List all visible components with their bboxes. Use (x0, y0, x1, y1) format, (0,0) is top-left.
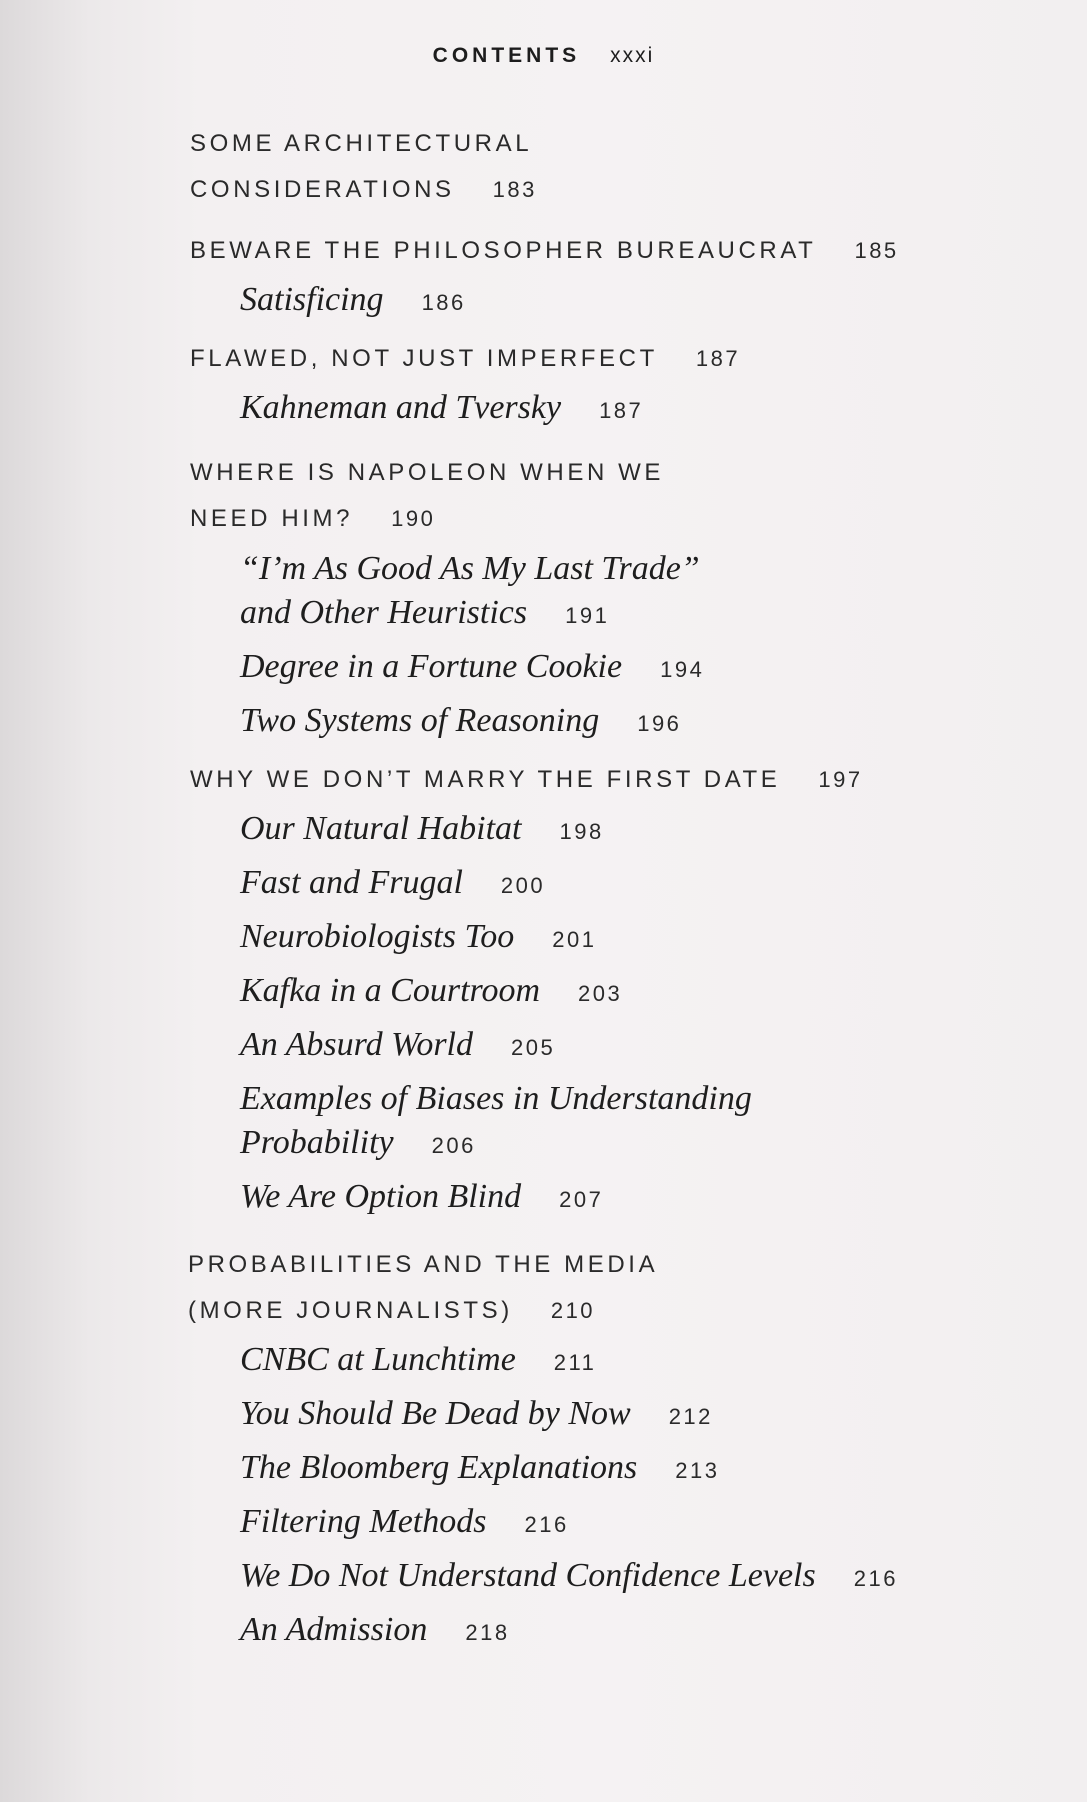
toc-entry-title: (MORE JOURNALISTS) (188, 1297, 513, 1324)
toc-subsection-entry (240, 648, 704, 686)
toc-page-number: 198 (559, 819, 604, 844)
toc-section-entry (190, 766, 863, 794)
toc-subsection-entry (240, 1557, 898, 1595)
toc-page-number: 197 (818, 767, 863, 792)
toc-subsection-entry (240, 1080, 752, 1118)
toc-section-entry (190, 459, 664, 487)
toc-entry-title: Examples of Biases in Understanding (240, 1080, 752, 1117)
toc-entry-title: PROBABILITIES AND THE MEDIA (188, 1251, 659, 1278)
toc-page-number: 201 (552, 927, 597, 952)
toc-page-number: 213 (675, 1458, 720, 1483)
toc-subsection-entry (240, 864, 545, 902)
toc-subsection-entry (240, 1124, 476, 1162)
toc-page-number: 210 (550, 1298, 596, 1323)
header-page-number: xxxi (610, 44, 655, 67)
toc-entry-title: We Are Option Blind (240, 1178, 522, 1215)
toc-entry-title: WHY WE DON’T MARRY THE FIRST DATE (190, 766, 781, 793)
toc-subsection-entry (240, 702, 681, 740)
toc-page-number: 194 (660, 657, 705, 682)
toc-section-entry (188, 1297, 595, 1325)
toc-entry-title: The Bloomberg Explanations (240, 1449, 638, 1486)
toc-subsection-entry (240, 918, 597, 956)
toc-subsection-entry (240, 1611, 510, 1649)
running-header (0, 44, 1087, 68)
toc-entry-title: Neurobiologists Too (240, 918, 515, 955)
toc-entry-title: Kahneman and Tversky (240, 389, 562, 426)
toc-entry-title: An Admission (240, 1611, 428, 1648)
toc-page-number: 185 (854, 238, 899, 263)
toc-entry-title: An Absurd World (240, 1026, 474, 1063)
toc-section-entry (190, 505, 435, 533)
toc-entry-title: We Do Not Understand Confidence Levels (240, 1557, 816, 1594)
toc-page-number: 187 (599, 398, 644, 423)
toc-page-number: 207 (559, 1187, 604, 1212)
toc-subsection-entry (240, 550, 700, 588)
toc-section-entry (190, 237, 899, 265)
toc-subsection-entry (240, 594, 609, 632)
toc-page-number: 216 (524, 1512, 569, 1537)
toc-subsection-entry (240, 810, 604, 848)
toc-subsection-entry (240, 1341, 596, 1379)
toc-page-number: 200 (500, 873, 546, 898)
toc-page-number: 196 (637, 711, 682, 736)
toc-section-entry (190, 130, 532, 158)
toc-page-number: 187 (695, 346, 741, 371)
toc-entry-title: Fast and Frugal (240, 864, 463, 901)
toc-entry-title: Filtering Methods (240, 1503, 487, 1540)
toc-subsection-entry (240, 1395, 713, 1433)
toc-section-entry (188, 1251, 658, 1279)
toc-entry-title: and Other Heuristics (240, 594, 528, 631)
toc-page-number: 211 (553, 1350, 597, 1375)
header-title: CONTENTS (432, 44, 581, 67)
toc-entry-title: You Should Be Dead by Now (240, 1395, 631, 1432)
toc-subsection-entry (240, 1503, 569, 1541)
toc-entry-title: Kafka in a Courtroom (240, 972, 541, 1009)
toc-page-number: 218 (465, 1620, 510, 1645)
toc-entry-title: Probability (240, 1124, 394, 1161)
toc-section-entry (190, 176, 537, 204)
toc-entry-title: SOME ARCHITECTURAL (190, 130, 533, 157)
toc-subsection-entry (240, 972, 622, 1010)
toc-page-number: 186 (421, 290, 466, 315)
toc-entry-title: NEED HIM? (190, 505, 354, 532)
toc-entry-title: CNBC at Lunchtime (240, 1341, 516, 1378)
toc-entry-title: FLAWED, NOT JUST IMPERFECT (190, 345, 658, 372)
toc-subsection-entry (240, 281, 466, 319)
toc-page-number: 190 (391, 506, 436, 531)
toc-page-number: 183 (492, 177, 537, 202)
toc-entry-title: Two Systems of Reasoning (240, 702, 600, 739)
toc-page-number: 205 (511, 1035, 556, 1060)
toc-page-number: 203 (578, 981, 623, 1006)
toc-page-number: 212 (668, 1404, 713, 1429)
toc-entry-title: “I’m As Good As My Last Trade” (240, 550, 700, 587)
toc-subsection-entry (240, 1178, 603, 1216)
toc-page-number: 191 (565, 603, 610, 628)
toc-entry-title: BEWARE THE PHILOSOPHER BUREAUCRAT (190, 237, 817, 264)
toc-entry-title: Our Natural Habitat (240, 810, 522, 847)
toc-subsection-entry (240, 389, 643, 427)
toc-entry-title: Satisficing (240, 281, 384, 318)
toc-subsection-entry (240, 1026, 555, 1064)
toc-subsection-entry (240, 1449, 719, 1487)
toc-entry-title: WHERE IS NAPOLEON WHEN WE (190, 459, 665, 486)
toc-page-number: 216 (853, 1566, 898, 1591)
toc-entry-title: Degree in a Fortune Cookie (240, 648, 623, 685)
toc-section-entry (190, 345, 740, 373)
toc-entry-title: CONSIDERATIONS (190, 176, 455, 203)
toc-page-number: 206 (431, 1133, 476, 1158)
